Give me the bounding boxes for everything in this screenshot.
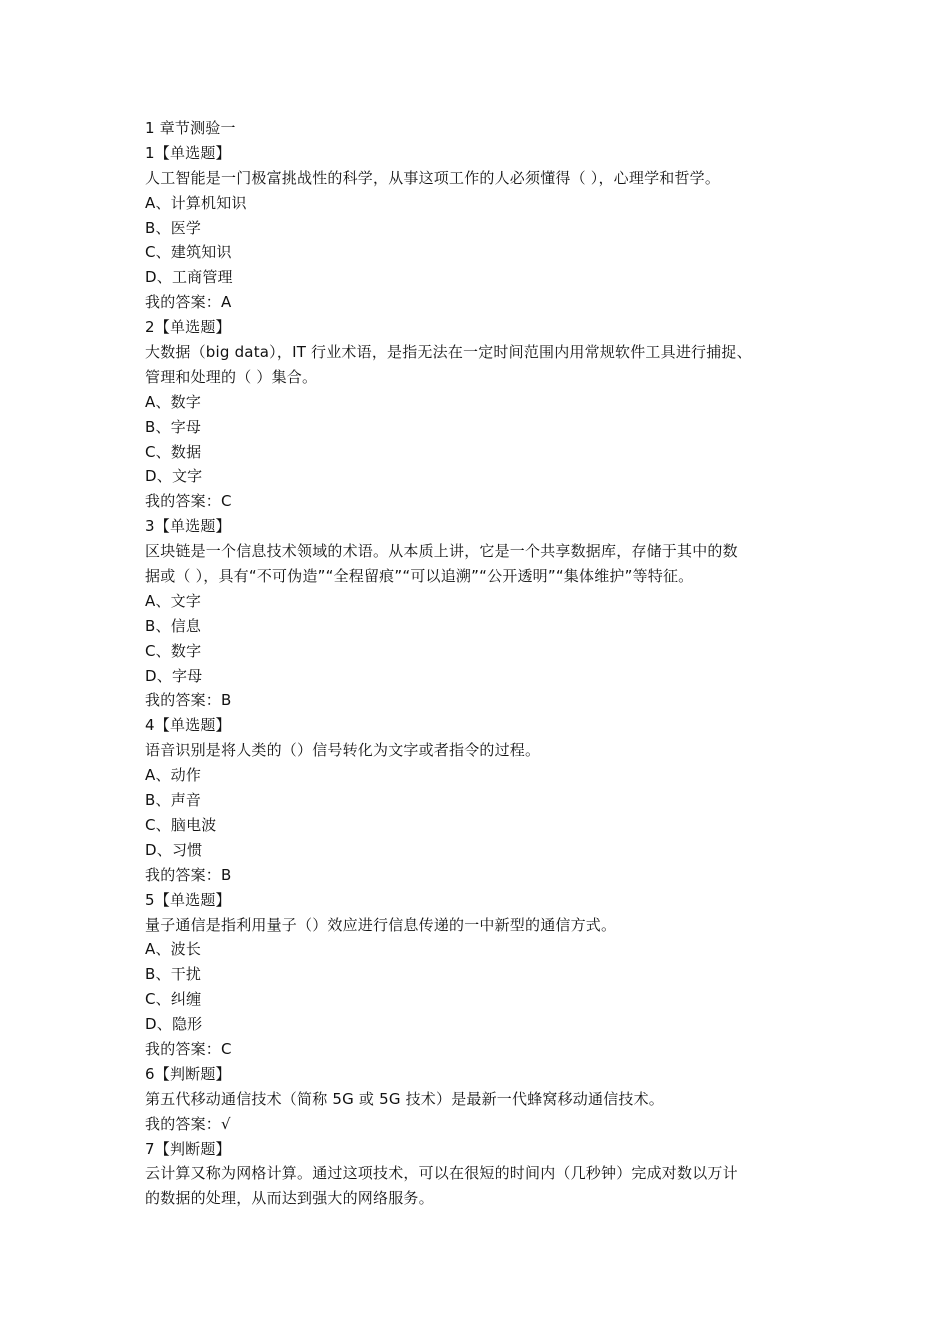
question-1-option-b: B、医学 xyxy=(145,218,202,237)
question-6-text: 第五代移动通信技术（简称 5G 或 5G 技术）是最新一代蜂窝移动通信技术。 xyxy=(145,1089,665,1108)
chapter-title: 1 章节测验一 xyxy=(145,119,236,137)
question-2-text-line-1: 大数据（big data），IT 行业术语，是指无法在一定时间范围内用常规软件工具进行捕捉、 xyxy=(145,343,752,362)
question-3-option-a: A、文字 xyxy=(145,591,202,610)
question-3-header: 3【单选题】 xyxy=(145,517,231,536)
question-1-answer: 我的答案：A xyxy=(145,293,232,312)
question-2-option-c: C、数据 xyxy=(145,442,202,461)
question-4-answer: 我的答案：B xyxy=(145,865,232,884)
question-3-option-c: C、数字 xyxy=(145,641,202,660)
question-2-option-a: A、数字 xyxy=(145,392,202,411)
question-5-header: 5【单选题】 xyxy=(145,890,231,909)
question-3-answer: 我的答案：B xyxy=(145,691,232,710)
question-3-text-line-1: 区块链是一个信息技术领域的术语。从本质上讲，它是一个共享数据库，存储于其中的数 xyxy=(145,542,738,561)
question-5-text: 量子通信是指利用量子（）效应进行信息传递的一中新型的通信方式。 xyxy=(145,915,617,934)
question-1-option-d: D、工商管理 xyxy=(145,268,233,287)
question-5-option-b: B、干扰 xyxy=(145,965,202,984)
question-4-option-b: B、声音 xyxy=(145,791,202,810)
question-4-header: 4【单选题】 xyxy=(145,716,231,735)
question-3-option-b: B、信息 xyxy=(145,616,202,635)
question-5-option-a: A、波长 xyxy=(145,940,202,959)
question-1-header: 1【单选题】 xyxy=(145,143,231,162)
question-1-option-c: C、建筑知识 xyxy=(145,243,232,262)
question-6-answer: 我的答案：√ xyxy=(145,1114,231,1133)
question-3-option-d: D、字母 xyxy=(145,666,203,685)
question-4-text: 语音识别是将人类的（）信号转化为文字或者指令的过程。 xyxy=(145,741,541,760)
document-page xyxy=(145,116,805,1211)
question-5-answer: 我的答案：C xyxy=(145,1039,232,1058)
question-2-option-b: B、字母 xyxy=(145,417,202,436)
question-2-option-d: D、文字 xyxy=(145,467,203,486)
question-4-option-c: C、脑电波 xyxy=(145,815,217,834)
question-7-text-line-2: 的数据的处理，从而达到强大的网络服务。 xyxy=(145,1189,434,1208)
question-4-option-a: A、动作 xyxy=(145,766,202,785)
question-4-option-d: D、习惯 xyxy=(145,840,203,859)
question-1-text: 人工智能是一门极富挑战性的科学，从事这项工作的人必须懂得（ ），心理学和哲学。 xyxy=(145,168,721,187)
question-5-option-d: D、隐形 xyxy=(145,1015,203,1034)
question-3-text-line-2: 据或（ ），具有“不可伪造”“全程留痕”“可以追溯”“公开透明”“集体维护”等特征。 xyxy=(145,567,694,586)
question-7-text-line-1: 云计算又称为网格计算。通过这项技术，可以在很短的时间内（几秒钟）完成对数以万计 xyxy=(145,1164,738,1183)
question-2-answer: 我的答案：C xyxy=(145,492,232,511)
question-2-header: 2【单选题】 xyxy=(145,318,231,337)
question-2-text-line-2: 管理和处理的（ ）集合。 xyxy=(145,367,318,386)
question-1-option-a: A、计算机知识 xyxy=(145,193,247,212)
question-5-option-c: C、纠缠 xyxy=(145,990,202,1009)
question-6-header: 6【判断题】 xyxy=(145,1064,231,1083)
question-7-header: 7【判断题】 xyxy=(145,1139,231,1158)
